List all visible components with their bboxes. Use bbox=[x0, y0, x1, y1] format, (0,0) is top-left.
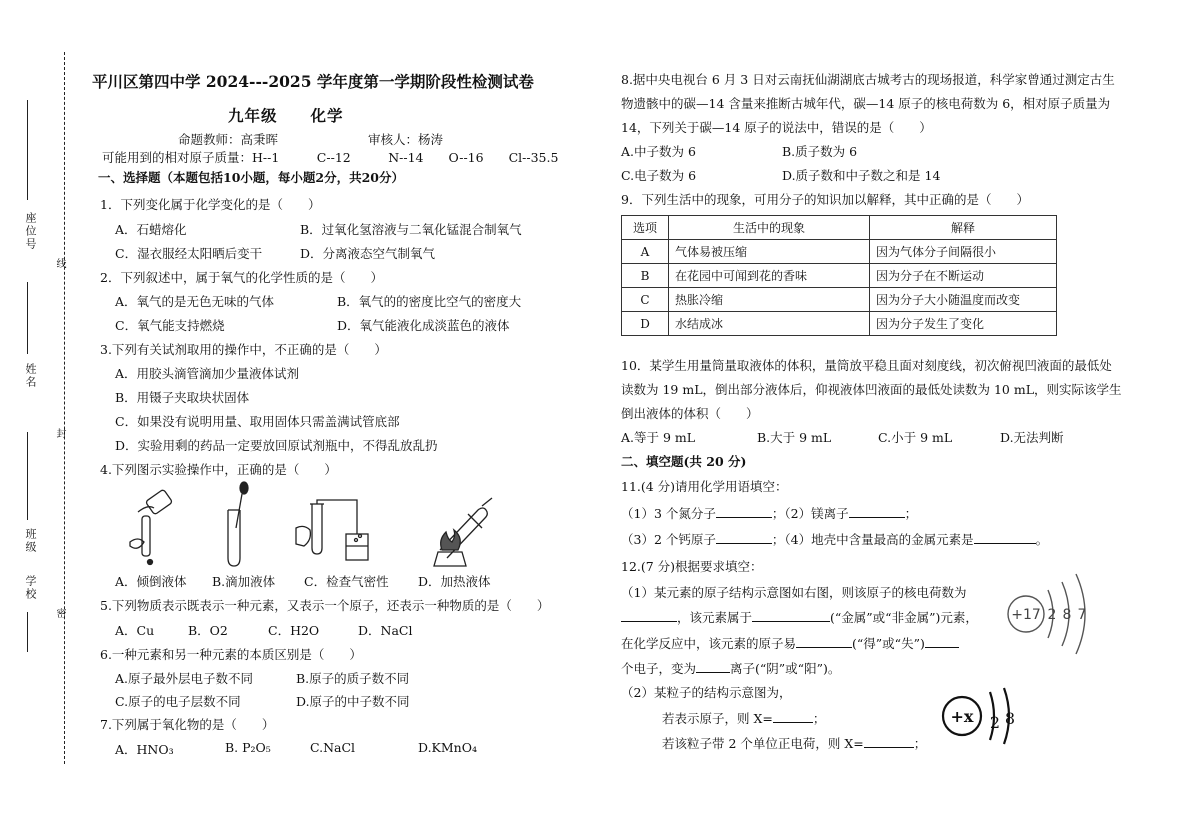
teacher-info: 命题教师：高秉晖 bbox=[178, 132, 279, 147]
q2-option-c: C．氧气能支持燃烧 bbox=[115, 318, 225, 333]
particle-structure-diagram-2 bbox=[940, 684, 1036, 754]
q5-option-d: D．NaCl bbox=[358, 623, 413, 638]
cut-secret-label: 密 bbox=[54, 608, 65, 620]
q5-stem: 5.下列物质表示既表示一种元素，又表示一个原子，还表示一种物质的是（ ） bbox=[100, 598, 550, 613]
q9-stem: 9．下列生活中的现象，可用分子的知识加以解释，其中正确的是（ ） bbox=[621, 192, 1029, 207]
diagram2-shell2: 8 bbox=[1004, 709, 1016, 728]
atomic-masses: 可能用到的相对原子质量：H--1 C--12 N--14 O--16 Cl--35.5 bbox=[102, 150, 559, 165]
table-cell: 因为分子在不断运动 bbox=[870, 264, 1057, 288]
diagram2-shell1: 2 bbox=[989, 713, 1001, 732]
q12-line6-text: 若表示原子，则 X= bbox=[662, 711, 773, 726]
q6-option-b: B.原子的质子数不同 bbox=[296, 671, 410, 686]
q1-option-c: C．湿衣服经太阳晒后变干 bbox=[115, 246, 263, 261]
exam-subject: 九年级 化学 bbox=[228, 106, 344, 125]
pour-liquid-figure bbox=[120, 486, 190, 566]
seat-label: 座位号 bbox=[24, 212, 37, 251]
q4-option-b: B.滴加液体 bbox=[212, 574, 276, 589]
q11-stem: 11.(4 分)请用化学用语填空： bbox=[621, 479, 788, 494]
q10-line3: 倒出液体的体积（ ） bbox=[621, 406, 759, 421]
q6-option-a: A.原子最外层电子数不同 bbox=[115, 671, 254, 686]
table-cell: 因为气体分子间隔很小 bbox=[870, 240, 1057, 264]
table-header: 生活中的现象 bbox=[669, 216, 870, 240]
diagram1-shell3: 7 bbox=[1077, 607, 1087, 623]
q12-line7-end: ； bbox=[913, 736, 927, 751]
q12-line7 bbox=[662, 734, 926, 752]
table-cell: 热胀冷缩 bbox=[669, 288, 870, 312]
class-label: 班级 bbox=[24, 528, 37, 554]
q10-line2: 读数为 19 mL，倒出部分液体后，仰视液体凹液面的最低处读数为 10 mL，则实际该学生 bbox=[621, 382, 1122, 397]
q12-blank-x-atom[interactable] bbox=[773, 710, 813, 723]
q8-line1: 8.据中央电视台 6 月 3 日对云南抚仙湖湖底古城考古的现场报道，科学家曾通过测定古生 bbox=[621, 72, 1115, 87]
q1-stem: 1．下列变化属于化学变化的是（ ） bbox=[100, 197, 321, 212]
q5-option-c: C．H2O bbox=[268, 623, 320, 638]
table-row bbox=[622, 288, 1057, 312]
q12-blank-x-ion[interactable] bbox=[864, 735, 914, 748]
q11-part4-end: 。 bbox=[1035, 532, 1049, 547]
q11-part2-end: ； bbox=[904, 506, 918, 521]
school-label: 学校 bbox=[24, 575, 37, 601]
q12-line6-end: ； bbox=[812, 711, 826, 726]
table-header: 解释 bbox=[870, 216, 1057, 240]
diagram1-nucleus-label: +17 bbox=[1011, 607, 1041, 623]
diagram2-nucleus-label: +x bbox=[950, 707, 974, 726]
q8-line3: 14，下列关于碳—14 原子的说法中，错误的是（ ） bbox=[621, 120, 932, 135]
diagram1-shell2: 8 bbox=[1062, 607, 1072, 623]
q1-option-b: B．过氧化氢溶液与二氧化锰混合制氧气 bbox=[300, 222, 522, 237]
q6-option-d: D.原子的中子数不同 bbox=[296, 694, 410, 709]
q7-option-d: D.KMnO₄ bbox=[418, 740, 477, 755]
q12-line4-a: 个电子，变为 bbox=[621, 661, 697, 676]
table-cell: C bbox=[622, 288, 669, 312]
q12-line1: （1）某元素的原子结构示意图如右图，则该原子的核电荷数为 bbox=[621, 585, 967, 600]
q7-option-b: B. P₂O₅ bbox=[225, 740, 271, 755]
q8-option-a: A.中子数为 6 bbox=[621, 144, 696, 159]
name-blank bbox=[27, 282, 28, 354]
q12-line5: （2）某粒子的结构示意图为， bbox=[621, 685, 792, 700]
q3-option-d: D．实验用剩的药品一定要放回原试剂瓶中，不得乱放乱扔 bbox=[115, 438, 438, 453]
q12-line4 bbox=[621, 659, 840, 677]
q11-row2 bbox=[621, 530, 1048, 548]
q12-blank-ion[interactable] bbox=[696, 660, 730, 673]
dropper-figure bbox=[218, 480, 258, 570]
q3-option-c: C．如果没有说明用量、取用固体只需盖满试管底部 bbox=[115, 414, 400, 429]
table-cell: 在花园中可闻到花的香味 bbox=[669, 264, 870, 288]
q11-part4: ；（4）地壳中含量最高的金属元素是 bbox=[771, 532, 974, 547]
q2-stem: 2．下列叙述中，属于氧气的化学性质的是（ ） bbox=[100, 270, 383, 285]
q12-line3 bbox=[621, 634, 959, 652]
q3-option-a: A．用胶头滴管滴加少量液体试剂 bbox=[115, 366, 300, 381]
q8-option-c: C.电子数为 6 bbox=[621, 168, 697, 183]
q2-option-a: A．氧气的是无色无味的气体 bbox=[115, 294, 275, 309]
class-blank bbox=[27, 432, 28, 520]
q11-blank2[interactable] bbox=[849, 505, 905, 518]
q8-line2: 物遗骸中的碳—14 含量来推断古城年代，碳—14 原子的核电荷数为 6，相对原子质量为 bbox=[621, 96, 1111, 111]
q5-option-a: A．Cu bbox=[115, 623, 155, 638]
q6-stem: 6.一种元素和另一种元素的本质区别是（ ） bbox=[100, 647, 362, 662]
table-cell: 因为分子发生了变化 bbox=[870, 312, 1057, 336]
q7-stem: 7.下列属于氧化物的是（ ） bbox=[100, 717, 275, 732]
q12-line2-a: ，该元素属于 bbox=[677, 610, 753, 625]
q3-option-b: B．用镊子夹取块状固体 bbox=[115, 390, 250, 405]
table-header-row bbox=[622, 216, 1057, 240]
q12-blank-charge[interactable] bbox=[621, 609, 677, 622]
q12-line4-b: 离子(“阴”或“阳”)。 bbox=[730, 661, 841, 676]
q12-blank-count[interactable] bbox=[925, 635, 959, 648]
table-row bbox=[622, 312, 1057, 336]
q10-option-b: B.大于 9 mL bbox=[757, 430, 832, 445]
q12-line2 bbox=[621, 608, 978, 626]
q2-option-d: D．氧气能液化成淡蓝色的液体 bbox=[337, 318, 510, 333]
q7-option-a: A．HNO₃ bbox=[115, 742, 174, 757]
q12-line2-b: (“金属”或“非金属”)元素， bbox=[830, 610, 978, 625]
seat-blank bbox=[27, 100, 28, 200]
section2-heading: 二、填空题(共 20 分) bbox=[621, 454, 747, 469]
q12-blank-type[interactable] bbox=[752, 609, 830, 622]
q8-option-d: D.质子数和中子数之和是 14 bbox=[782, 168, 941, 183]
q11-row1 bbox=[621, 504, 917, 522]
q11-blank4[interactable] bbox=[974, 531, 1036, 544]
q3-stem: 3.下列有关试剂取用的操作中，不正确的是（ ） bbox=[100, 342, 387, 357]
q9-table bbox=[621, 215, 1057, 336]
q4-option-d: D．加热液体 bbox=[418, 574, 491, 589]
q10-line1: 10．某学生用量筒量取液体的体积，量筒放平稳且面对刻度线，初次俯视凹液面的最低处 bbox=[621, 358, 1112, 373]
school-blank bbox=[27, 612, 28, 652]
table-header: 选项 bbox=[622, 216, 669, 240]
q11-part1: （1）3 个氮分子 bbox=[621, 506, 716, 521]
q6-option-c: C.原子的电子层数不同 bbox=[115, 694, 241, 709]
q12-line3-b: (“得”或“失”) bbox=[852, 636, 925, 651]
airtightness-figure bbox=[292, 498, 382, 568]
q4-option-c: C．检查气密性 bbox=[304, 574, 389, 589]
table-row bbox=[622, 240, 1057, 264]
q8-option-b: B.质子数为 6 bbox=[782, 144, 858, 159]
exam-title: 平川区第四中学 2024---2025 学年度第一学期阶段性检测试卷 bbox=[92, 72, 534, 91]
q11-part2: ；（2）镁离子 bbox=[771, 506, 849, 521]
q5-option-b: B．O2 bbox=[188, 623, 228, 638]
section1-heading: 一、选择题（本题包括10小题，每小题2分，共20分） bbox=[98, 170, 404, 185]
table-cell: D bbox=[622, 312, 669, 336]
q11-blank1[interactable] bbox=[716, 505, 772, 518]
q4-stem: 4.下列图示实验操作中，正确的是（ ） bbox=[100, 462, 337, 477]
diagram1-shell1: 2 bbox=[1047, 607, 1057, 623]
q10-option-a: A.等于 9 mL bbox=[621, 430, 696, 445]
reviewer-info: 审核人：杨涛 bbox=[368, 132, 444, 147]
atom-structure-diagram-1 bbox=[1004, 566, 1096, 662]
q11-part3: （3）2 个钙原子 bbox=[621, 532, 716, 547]
binding-dashed-line bbox=[64, 52, 65, 764]
q12-line3-a: 在化学反应中，该元素的原子易 bbox=[621, 636, 797, 651]
q1-option-d: D．分离液态空气制氧气 bbox=[300, 246, 436, 261]
q12-blank-gainlose[interactable] bbox=[796, 635, 852, 648]
table-cell: 气体易被压缩 bbox=[669, 240, 870, 264]
table-cell: 水结成冰 bbox=[669, 312, 870, 336]
q2-option-b: B．氧气的的密度比空气的密度大 bbox=[337, 294, 522, 309]
q11-blank3[interactable] bbox=[716, 531, 772, 544]
table-cell: A bbox=[622, 240, 669, 264]
q10-option-c: C.小于 9 mL bbox=[878, 430, 953, 445]
cut-seal-label: 封 bbox=[54, 428, 65, 440]
q12-stem: 12.(7 分)根据要求填空： bbox=[621, 559, 763, 574]
table-row bbox=[622, 264, 1057, 288]
q1-option-a: A．石蜡熔化 bbox=[115, 222, 187, 237]
q4-option-a: A．倾倒液体 bbox=[115, 574, 187, 589]
q12-line6 bbox=[662, 709, 825, 727]
cut-line-label: 线 bbox=[54, 258, 65, 270]
name-label: 姓名 bbox=[24, 363, 37, 389]
heating-figure bbox=[420, 494, 500, 574]
q7-option-c: C.NaCl bbox=[310, 740, 356, 755]
q12-line7-text: 若该粒子带 2 个单位正电荷，则 X= bbox=[662, 736, 864, 751]
q10-option-d: D.无法判断 bbox=[1000, 430, 1064, 445]
table-cell: 因为分子大小随温度而改变 bbox=[870, 288, 1057, 312]
table-cell: B bbox=[622, 264, 669, 288]
